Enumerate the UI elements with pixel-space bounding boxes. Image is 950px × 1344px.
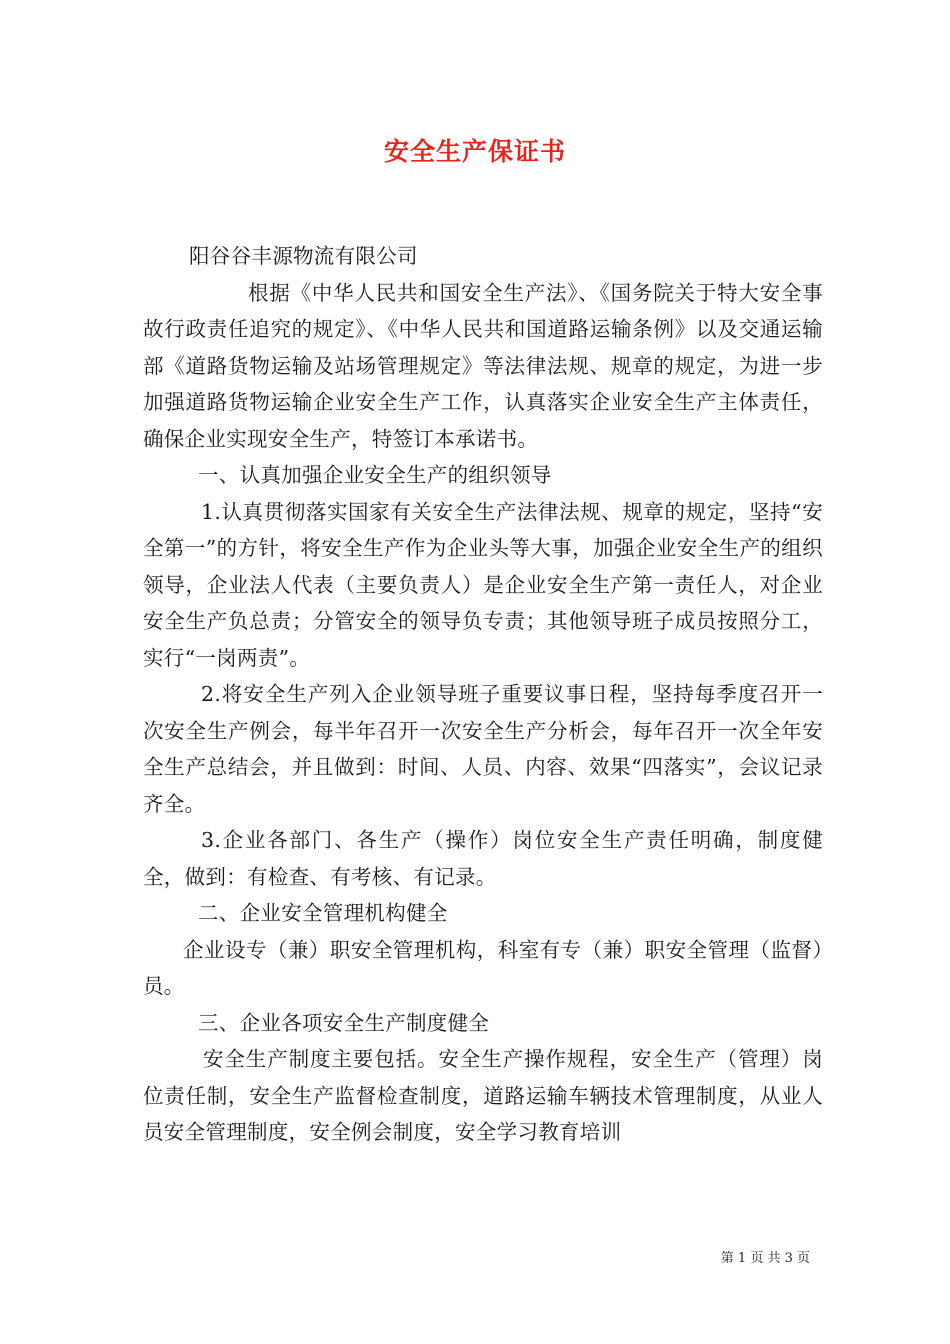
intro-paragraph: 根据《中华人民共和国安全生产法》、《国务院关于特大安全事故行政责任追究的规定》、《中华人民共和国道路运输条例》以及交通运输部《道路货物运输及站场管理规定》等法律法规、规章的规定，为进一步加强道路货物运输企业安全生产工作，认真落实企业安全生产主体责任，确保企业实现安全生产，特签订本承诺书。 — [143, 280, 823, 451]
section-heading-2: 二、企业安全管理机构健全 — [198, 901, 448, 925]
item-1-paragraph: 1.认真贯彻落实国家有关安全生产法律法规、规章的规定，坚持“安全第一”的方针，将安全生产作为企业头等大事，加强企业安全生产的组织领导，企业法人代表（主要负责人）是企业安全生产第一责任人，对企业安全生产负总责；分管安全的领导负专责；其他领导班子成员按照分工，实行“一岗两责”。 — [143, 499, 823, 670]
page-number: 第 1 页 共 3 页 — [720, 1251, 810, 1266]
item-3-paragraph: 3.企业各部门、各生产（操作）岗位安全生产责任明确，制度健全，做到：有检查、有考核、有记录。 — [143, 828, 823, 889]
item-2-paragraph: 2.将安全生产列入企业领导班子重要议事日程，坚持每季度召开一次安全生产例会，每半年召开一次安全生产分析会，每年召开一次全年安全生产总结会，并且做到：时间、人员、内容、效果“四落实”，会议记录齐全。 — [143, 682, 823, 816]
section-heading-1: 一、认真加强企业安全生产的组织领导 — [198, 463, 552, 487]
addressee: 阳谷谷丰源物流有限公司 — [189, 244, 418, 268]
section-2-paragraph: 企业设专（兼）职安全管理机构，科室有专（兼）职安全管理（监督）员。 — [143, 937, 823, 998]
section-heading-3: 三、企业各项安全生产制度健全 — [198, 1010, 490, 1035]
section-3-paragraph: 安全生产制度主要包括。安全生产操作规程，安全生产（管理）岗位责任制，安全生产监督检查制度，道路运输车辆技术管理制度，从业人员安全管理制度，安全例会制度，安全学习教育培训 — [143, 1047, 823, 1144]
document-body — [143, 238, 823, 1151]
page-title: 安全生产保证书 — [383, 137, 566, 166]
